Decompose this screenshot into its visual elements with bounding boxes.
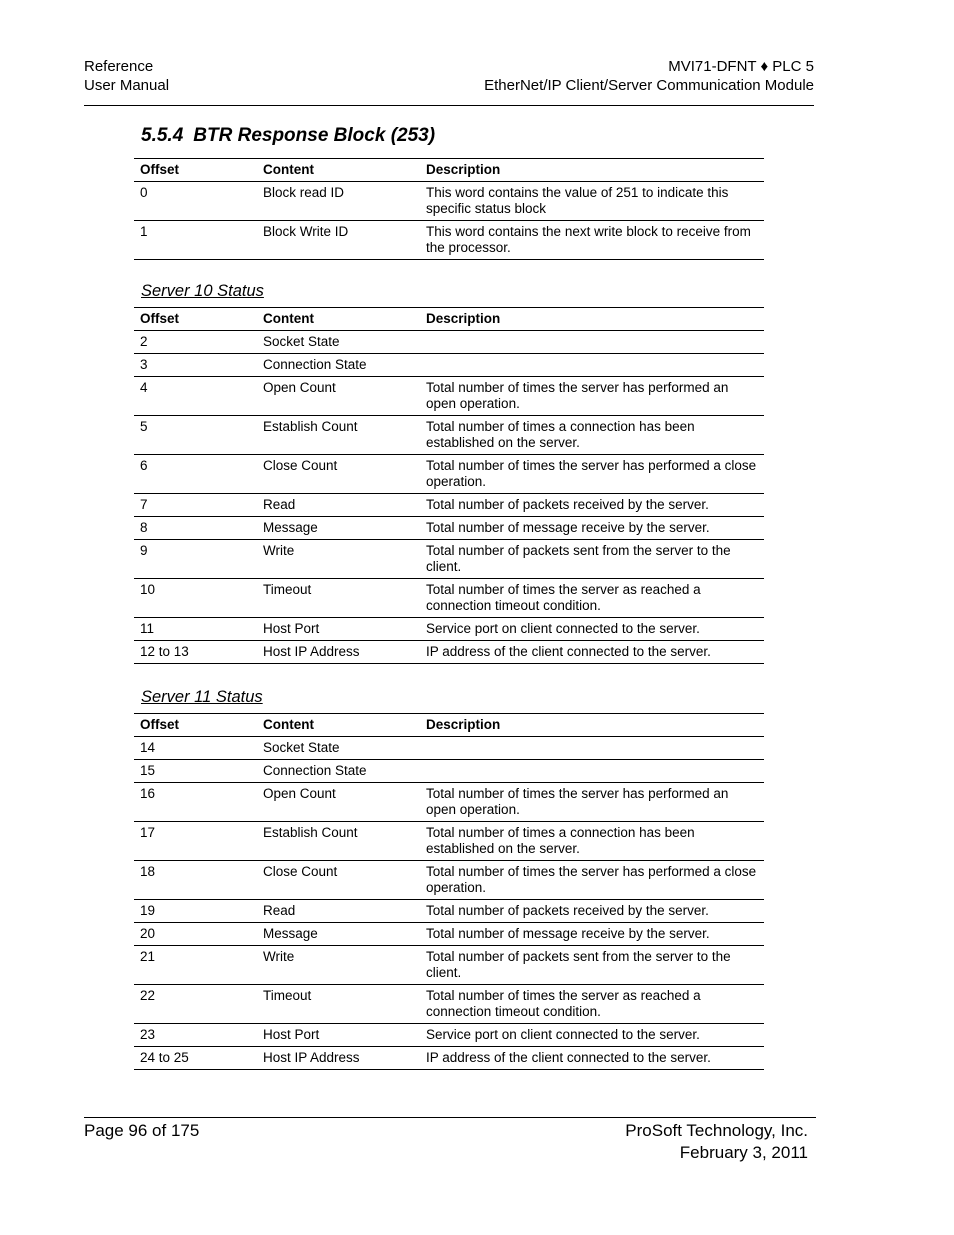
cell-offset: 2	[134, 331, 257, 354]
cell-offset: 20	[134, 923, 257, 946]
cell-content: Connection State	[257, 354, 420, 377]
cell-description: IP address of the client connected to the server.	[420, 641, 764, 664]
column-header-offset: Offset	[134, 308, 257, 331]
cell-offset: 10	[134, 579, 257, 618]
btr-response-table	[134, 158, 764, 260]
column-header-content: Content	[257, 308, 420, 331]
table-body	[134, 182, 764, 260]
cell-description	[420, 737, 764, 760]
table-row	[134, 377, 764, 416]
table-row	[134, 737, 764, 760]
column-header-description: Description	[420, 308, 764, 331]
header-doc-type: User Manual	[84, 77, 170, 94]
table-row	[134, 182, 764, 221]
cell-offset: 23	[134, 1024, 257, 1047]
cell-content: Socket State	[257, 737, 420, 760]
page-number: Page 96 of 175	[84, 1121, 200, 1140]
cell-content: Message	[257, 517, 420, 540]
table-row	[134, 579, 764, 618]
cell-description: Total number of times the server has performed an open operation.	[420, 783, 764, 822]
cell-offset: 14	[134, 737, 257, 760]
cell-content: Close Count	[257, 861, 420, 900]
cell-offset: 17	[134, 822, 257, 861]
cell-description: Total number of times the server has performed an open operation.	[420, 377, 764, 416]
table-row	[134, 494, 764, 517]
footer-right	[625, 1120, 808, 1164]
page-footer	[84, 1117, 816, 1168]
column-header-description: Description	[420, 159, 764, 182]
table-row	[134, 861, 764, 900]
table-row	[134, 900, 764, 923]
cell-content: Message	[257, 923, 420, 946]
cell-content: Host Port	[257, 1024, 420, 1047]
section-number: 5.5.4	[141, 125, 184, 146]
table-row	[134, 641, 764, 664]
table-row	[134, 331, 764, 354]
table-row	[134, 540, 764, 579]
cell-content: Timeout	[257, 579, 420, 618]
cell-offset: 12 to 13	[134, 641, 257, 664]
cell-offset: 16	[134, 783, 257, 822]
cell-offset: 19	[134, 900, 257, 923]
table-row	[134, 517, 764, 540]
column-header-offset: Offset	[134, 159, 257, 182]
cell-offset: 5	[134, 416, 257, 455]
cell-content: Block read ID	[257, 182, 420, 221]
cell-content: Open Count	[257, 377, 420, 416]
cell-offset: 18	[134, 861, 257, 900]
table-header-row	[134, 308, 764, 331]
cell-offset: 6	[134, 455, 257, 494]
cell-description: Total number of times a connection has been established on the server.	[420, 822, 764, 861]
cell-description: Total number of times the server as reached a connection timeout condition.	[420, 579, 764, 618]
cell-offset: 9	[134, 540, 257, 579]
cell-description: This word contains the value of 251 to indicate this specific status block	[420, 182, 764, 221]
cell-offset: 4	[134, 377, 257, 416]
cell-content: Host IP Address	[257, 641, 420, 664]
cell-content: Read	[257, 494, 420, 517]
cell-content: Establish Count	[257, 416, 420, 455]
company-name: ProSoft Technology, Inc.	[625, 1121, 808, 1140]
table-row	[134, 221, 764, 260]
cell-content: Connection State	[257, 760, 420, 783]
cell-content: Close Count	[257, 455, 420, 494]
cell-description: Total number of packets sent from the server to the client.	[420, 540, 764, 579]
cell-description: IP address of the client connected to the server.	[420, 1047, 764, 1070]
table-row	[134, 416, 764, 455]
table-row	[134, 985, 764, 1024]
cell-description: Total number of message receive by the server.	[420, 517, 764, 540]
cell-content: Socket State	[257, 331, 420, 354]
cell-content: Timeout	[257, 985, 420, 1024]
cell-offset: 15	[134, 760, 257, 783]
table-row	[134, 923, 764, 946]
header-section-name: Reference	[84, 58, 154, 75]
header-left	[84, 57, 169, 95]
header-product: MVI71-DFNT ♦ PLC 5	[668, 58, 814, 75]
section-title	[141, 125, 435, 147]
cell-description: Total number of message receive by the server.	[420, 923, 764, 946]
table-row	[134, 1024, 764, 1047]
cell-description	[420, 331, 764, 354]
cell-description: Service port on client connected to the server.	[420, 1024, 764, 1047]
cell-content: Write	[257, 540, 420, 579]
table-row	[134, 455, 764, 494]
cell-content: Host Port	[257, 618, 420, 641]
table-header-row	[134, 159, 764, 182]
header-right	[484, 57, 814, 95]
column-header-content: Content	[257, 714, 420, 737]
cell-content: Block Write ID	[257, 221, 420, 260]
table-row	[134, 1047, 764, 1070]
cell-content: Establish Count	[257, 822, 420, 861]
cell-offset: 21	[134, 946, 257, 985]
cell-description: Total number of packets sent from the server to the client.	[420, 946, 764, 985]
cell-description: Total number of times a connection has been established on the server.	[420, 416, 764, 455]
cell-description	[420, 354, 764, 377]
section-title-text: BTR Response Block (253)	[193, 125, 436, 146]
column-header-description: Description	[420, 714, 764, 737]
server11-heading: Server 11 Status	[141, 688, 263, 706]
server10-heading: Server 10 Status	[141, 282, 264, 300]
table-row	[134, 618, 764, 641]
publication-date: February 3, 2011	[679, 1143, 808, 1162]
cell-offset: 0	[134, 182, 257, 221]
cell-description: Total number of times the server has performed a close operation.	[420, 861, 764, 900]
cell-offset: 7	[134, 494, 257, 517]
cell-offset: 1	[134, 221, 257, 260]
cell-offset: 11	[134, 618, 257, 641]
cell-offset: 3	[134, 354, 257, 377]
table-body	[134, 331, 764, 664]
cell-offset: 24 to 25	[134, 1047, 257, 1070]
server10-table	[134, 307, 764, 664]
cell-description: Total number of times the server as reached a connection timeout condition.	[420, 985, 764, 1024]
table-body	[134, 737, 764, 1070]
cell-content: Open Count	[257, 783, 420, 822]
cell-description	[420, 760, 764, 783]
cell-content: Write	[257, 946, 420, 985]
cell-offset: 22	[134, 985, 257, 1024]
cell-content: Read	[257, 900, 420, 923]
cell-description: Total number of packets received by the server.	[420, 900, 764, 923]
cell-description: Total number of packets received by the server.	[420, 494, 764, 517]
cell-description: This word contains the next write block to receive from the processor.	[420, 221, 764, 260]
table-row	[134, 822, 764, 861]
table-header-row	[134, 714, 764, 737]
table-row	[134, 354, 764, 377]
table-row	[134, 760, 764, 783]
cell-offset: 8	[134, 517, 257, 540]
column-header-offset: Offset	[134, 714, 257, 737]
table-row	[134, 783, 764, 822]
header-product-desc: EtherNet/IP Client/Server Communication Module	[484, 77, 814, 94]
cell-content: Host IP Address	[257, 1047, 420, 1070]
cell-description: Total number of times the server has performed a close operation.	[420, 455, 764, 494]
column-header-content: Content	[257, 159, 420, 182]
table-row	[134, 946, 764, 985]
server11-table	[134, 713, 764, 1070]
cell-description: Service port on client connected to the server.	[420, 618, 764, 641]
page-header	[84, 57, 814, 106]
